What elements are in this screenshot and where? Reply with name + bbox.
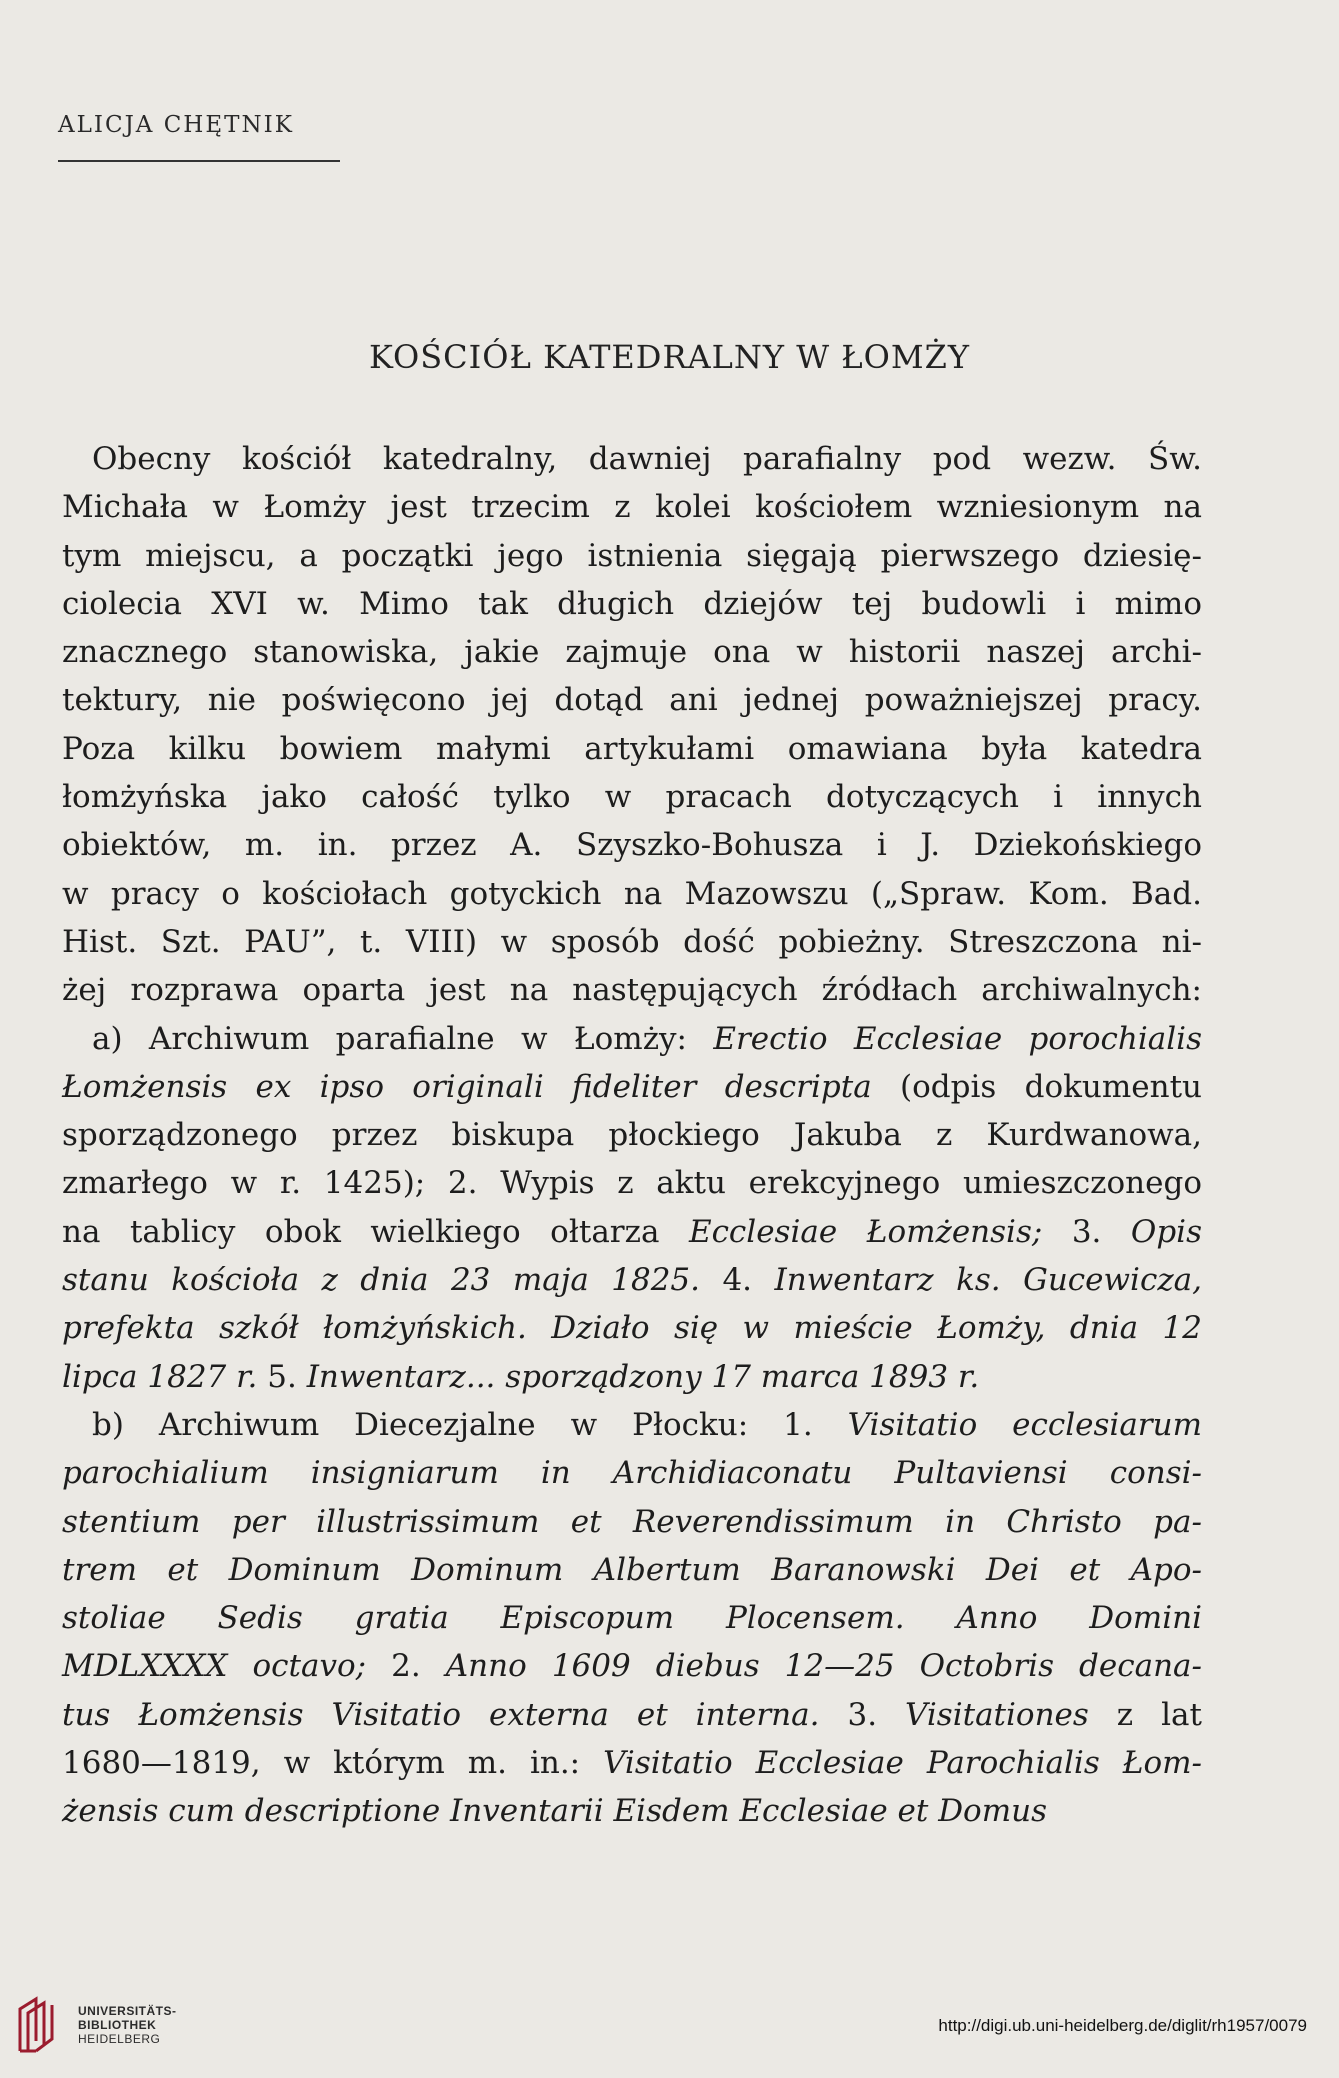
text-line: parochialium insigniarum in Archidiaconatu Pultaviensi consi- bbox=[62, 1455, 1202, 1492]
text-line: MDLXXXX octavo; 2. Anno 1609 diebus 12—25 Octobris decana- bbox=[62, 1648, 1202, 1685]
text-line: sporządzonego przez biskupa płockiego Jakuba z Kurdwanowa, bbox=[62, 1117, 1202, 1154]
article-title: KOŚCIÓŁ KATEDRALNY W ŁOMŻY bbox=[368, 338, 971, 376]
logo-line-1: UNIVERSITÄTS- bbox=[78, 2004, 177, 2018]
text-line: w pracy o kościołach gotyckich na Mazowszu („Spraw. Kom. Bad. bbox=[62, 875, 1202, 912]
text-line: obiektów, m. in. przez A. Szyszko-Bohusza i J. Dziekońskiego bbox=[62, 827, 1202, 864]
running-head-rule bbox=[58, 160, 340, 162]
text-line: Poza kilku bowiem małymi artykułami omawiana była katedra bbox=[62, 730, 1202, 767]
text-line: łomżyńska jako całość tylko w pracach dotyczących i innych bbox=[62, 779, 1202, 816]
text-line: na tablicy obok wielkiego ołtarza Ecclesiae Łomżensis; 3. Opis bbox=[62, 1213, 1202, 1250]
text-line: zmarłego w r. 1425); 2. Wypis z aktu erekcyjnego umieszczonego bbox=[62, 1165, 1202, 1202]
text-line: żej rozprawa oparta jest na następujących źródłach archiwalnych: bbox=[62, 972, 1202, 1009]
text-line: stanu kościoła z dnia 23 maja 1825. 4. Inwentarz ks. Gucewicza, bbox=[62, 1262, 1202, 1299]
library-logo-text bbox=[78, 2004, 177, 2046]
text-line: tym miejscu, a początki jego istnienia sięgają pierwszego dziesię- bbox=[62, 537, 1202, 574]
text-line: żensis cum descriptione Inventarii Eisdem Ecclesiae et Domus bbox=[62, 1793, 1047, 1830]
text-line: Obecny kościół katedralny, dawniej parafialny pod wezw. Św. bbox=[92, 441, 1202, 477]
article-body bbox=[62, 435, 1202, 1836]
text-line: b) Archiwum Diecezjalne w Płocku: 1. Visitatio ecclesiarum bbox=[92, 1406, 1202, 1443]
text-line: prefekta szkół łomżyńskich. Działo się w mieście Łomży, dnia 12 bbox=[62, 1310, 1202, 1347]
text-line: znacznego stanowiska, jakie zajmuje ona w historii naszej archi- bbox=[62, 634, 1202, 671]
text-line: Łomżensis ex ipso originali fideliter descripta (odpis dokumentu bbox=[62, 1068, 1202, 1105]
text-line: a) Archiwum parafialne w Łomży: Erectio Ecclesiae porochialis bbox=[92, 1020, 1202, 1057]
source-url[interactable]: http://digi.ub.uni-heidelberg.de/diglit/rh1957/0079 bbox=[938, 2016, 1307, 2035]
running-head: ALICJA CHĘTNIK bbox=[58, 112, 294, 138]
text-line: trem et Dominum Dominum Albertum Baranowski Dei et Apo- bbox=[62, 1551, 1202, 1588]
text-line: stentium per illustrissimum et Reverendissimum in Christo pa- bbox=[62, 1503, 1202, 1540]
text-line: ciolecia XVI w. Mimo tak długich dziejów tej budowli i mimo bbox=[62, 585, 1202, 622]
library-logo-icon bbox=[14, 1995, 64, 2055]
text-line: Hist. Szt. PAU”, t. VIII) w sposób dość pobieżny. Streszczona ni- bbox=[62, 923, 1202, 960]
text-line: 1680—1819, w którym m. in.: Visitatio Ecclesiae Parochialis Łom- bbox=[62, 1745, 1202, 1782]
text-line: stoliae Sedis gratia Episcopum Plocensem. Anno Domini bbox=[62, 1600, 1202, 1637]
text-line: tus Łomżensis Visitatio externa et interna. 3. Visitationes z lat bbox=[62, 1696, 1202, 1733]
logo-line-3: HEIDELBERG bbox=[78, 2032, 161, 2046]
text-line: lipca 1827 r. 5. Inwentarz... sporządzony 17 marca 1893 r. bbox=[62, 1358, 980, 1395]
text-line: Michała w Łomży jest trzecim z kolei kościołem wzniesionym na bbox=[62, 489, 1202, 526]
logo-line-2: BIBLIOTHEK bbox=[78, 2018, 157, 2032]
library-logo[interactable] bbox=[14, 1995, 177, 2055]
text-line: tektury, nie poświęcono jej dotąd ani jednej poważniejszej pracy. bbox=[62, 682, 1202, 719]
